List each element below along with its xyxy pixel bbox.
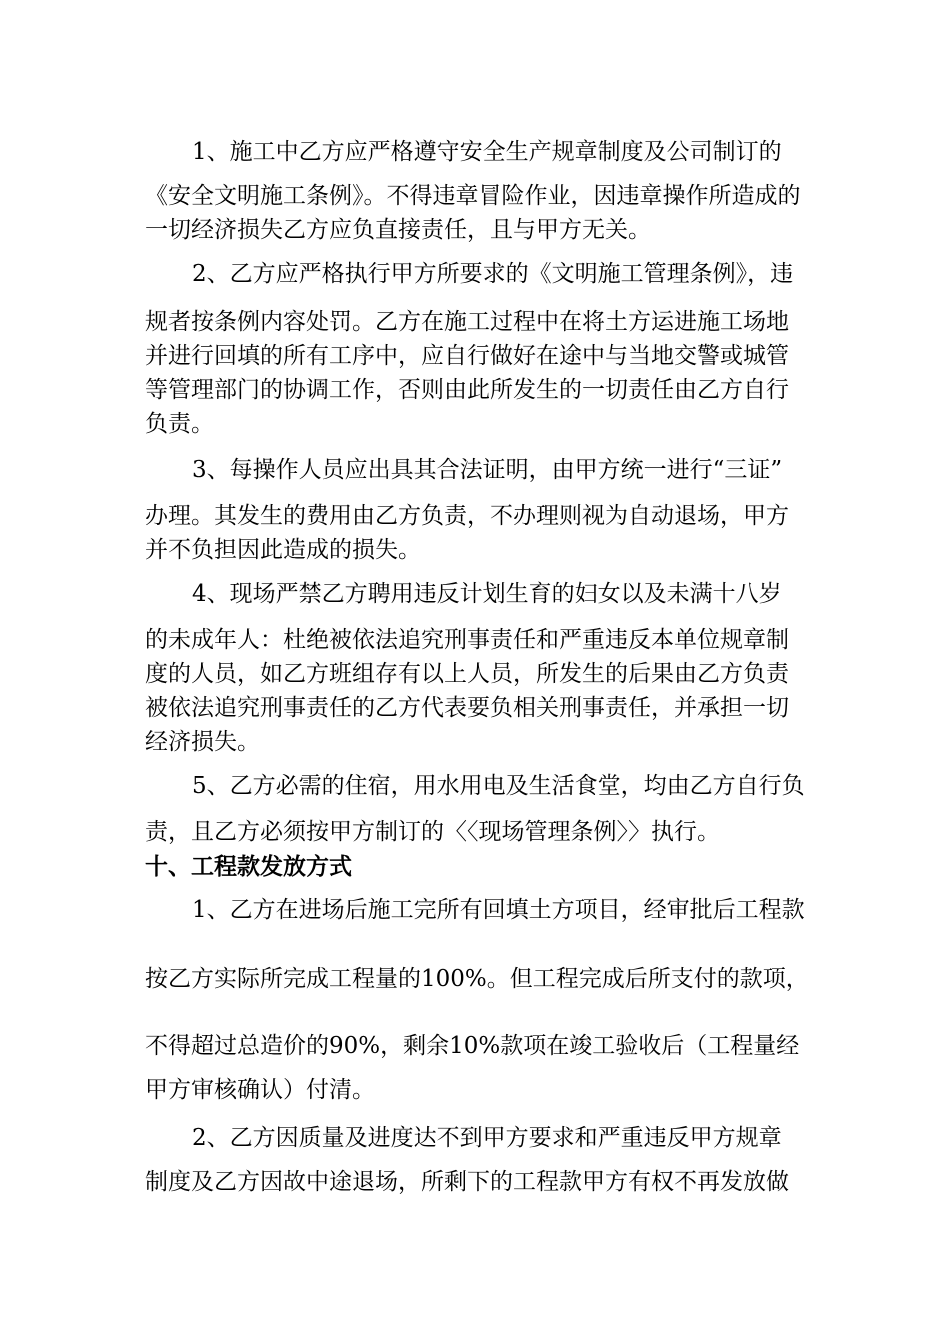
text-line: 2、乙方因质量及进度达不到甲方要求和严重违反甲方规章 <box>192 1125 782 1151</box>
text-line: 并进行回填的所有工序中，应自行做好在途中与当地交警或城管 <box>145 343 789 369</box>
text-line: 甲方审核确认）付清。 <box>145 1077 375 1103</box>
text-line: 1、乙方在进场后施工完所有回填土方项目，经审批后工程款 <box>192 897 805 923</box>
text-line: 并不负担因此造成的损失。 <box>145 537 421 563</box>
text-line: 等管理部门的协调工作，否则由此所发生的一切责任由乙方自行 <box>145 377 789 403</box>
text-line: 制度及乙方因故中途退场，所剩下的工程款甲方有权不再发放做 <box>145 1169 789 1195</box>
text-line: 5、乙方必需的住宿，用水用电及生活食堂，均由乙方自行负 <box>192 773 805 799</box>
text-line: 一切经济损失乙方应负直接责任，且与甲方无关。 <box>145 217 651 243</box>
text-line: 3、每操作人员应出具其合法证明，由甲方统一进行“三证” <box>192 457 783 483</box>
text-line: 度的人员，如乙方班组存有以上人员，所发生的后果由乙方负责 <box>145 661 789 687</box>
text-line: 责，且乙方必须按甲方制订的〈〈现场管理条例〉〉执行。 <box>145 819 720 845</box>
text-line: 1、施工中乙方应严格遵守安全生产规章制度及公司制订的 <box>192 139 782 165</box>
text-line: 按乙方实际所完成工程量的100%。但工程完成后所支付的款项， <box>145 966 809 992</box>
section-heading: 十、工程款发放方式 <box>145 853 352 880</box>
text-line: 负责。 <box>145 411 214 437</box>
text-line: 规者按条例内容处罚。乙方在施工过程中在将土方运进施工场地 <box>145 309 789 335</box>
text-line: 被依法追究刑事责任的乙方代表要负相关刑事责任，并承担一切 <box>145 695 789 721</box>
text-line: 经济损失。 <box>145 729 260 755</box>
text-line: 2、乙方应严格执行甲方所要求的《文明施工管理条例》，违 <box>192 261 794 287</box>
text-line: 办理。其发生的费用由乙方负责，不办理则视为自动退场，甲方 <box>145 503 789 529</box>
text-line: 不得超过总造价的90%，剩余10%款项在竣工验收后（工程量经 <box>145 1033 800 1059</box>
text-line: 的未成年人：杜绝被依法追究刑事责任和严重违反本单位规章制 <box>145 627 789 653</box>
text-line: 《安全文明施工条例》。不得违章冒险作业，因违章操作所造成的 <box>145 183 801 209</box>
text-line: 4、现场严禁乙方聘用违反计划生育的妇女以及未满十八岁 <box>192 581 782 607</box>
